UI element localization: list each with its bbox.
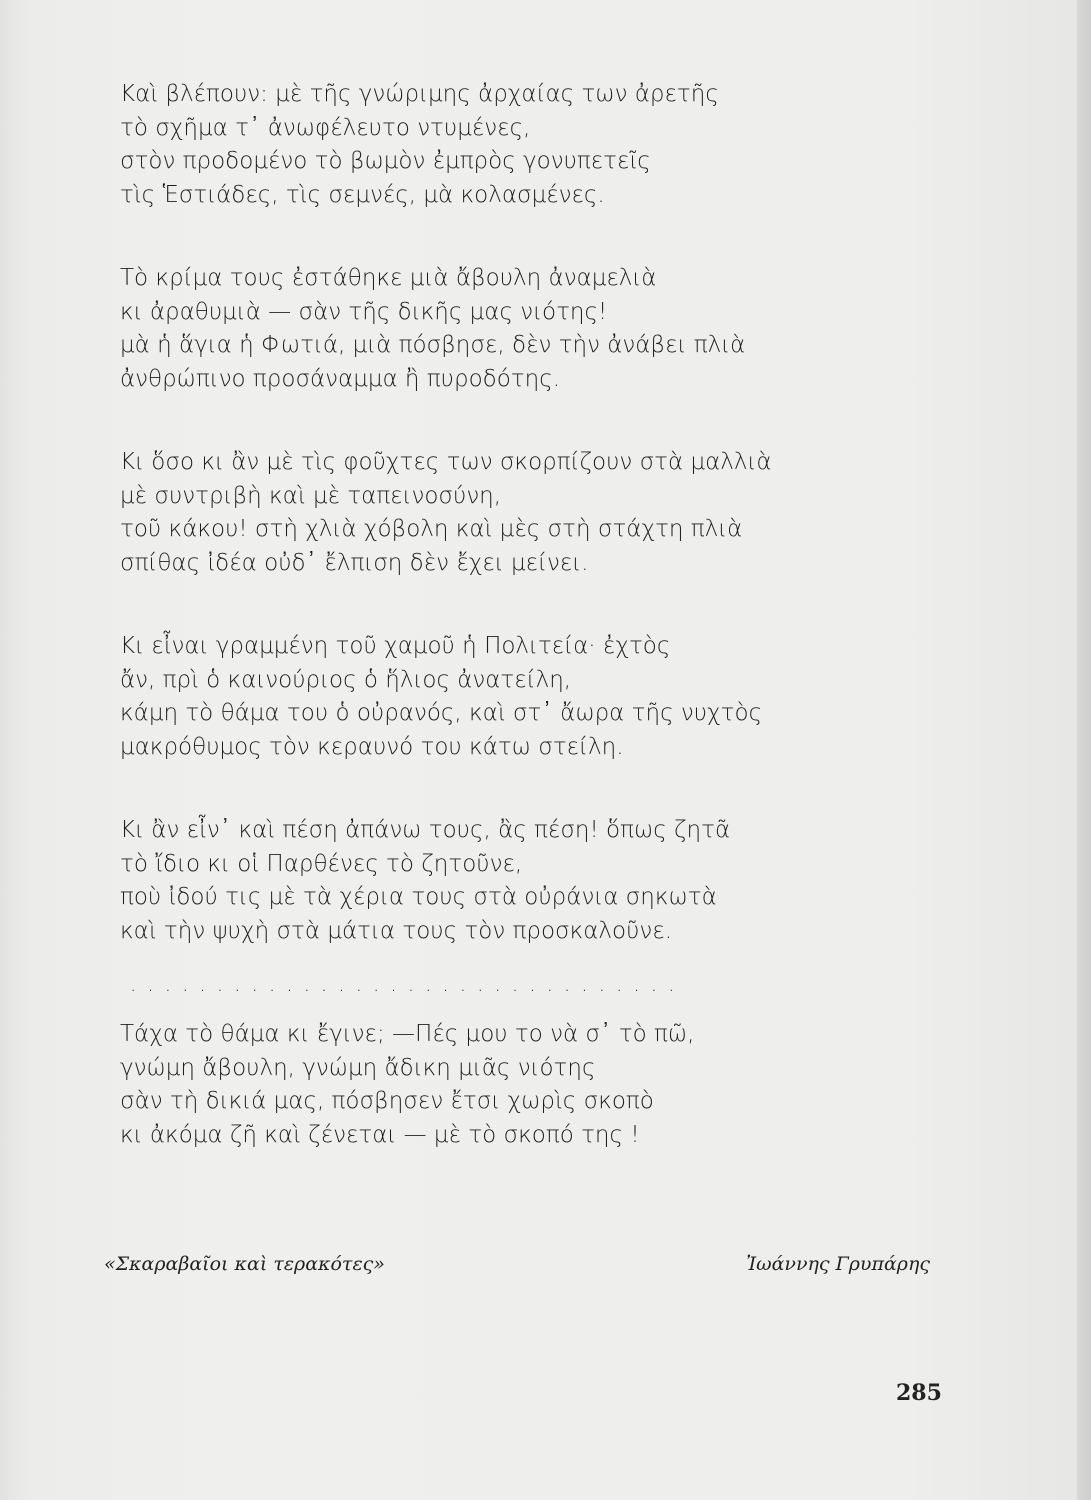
stanza-2 [120, 262, 960, 396]
poem-line: ποὺ ἰδού τις μὲ τὰ χέρια τους στὰ οὐράνια σηκωτὰ [120, 884, 717, 910]
poem-line: μακρόθυμος τὸν κεραυνό του κάτω στείλη. [120, 733, 624, 760]
poem-line: κι ἀκόμα ζῆ καὶ ζένεται — μὲ τὸ σκοπό της ! [120, 1121, 640, 1148]
poem-line: Κι εἶναι γραμμένη τοῦ χαμοῦ ἡ Πολιτεία· ἐχτὸς [120, 633, 671, 659]
poem-line: Κι ἂν εἶν᾽ καὶ πέση ἀπάνω τους, ἂς πέση! ὅπως ζητᾶ [120, 817, 731, 843]
poem-line: καὶ τὴν ψυχὴ στὰ μάτια τους τὸν προσκαλοῦνε. [120, 917, 672, 944]
poem-line: τὶς Ἑστιάδες, τὶς σεμνές, μὰ κολασμένες. [120, 181, 605, 208]
page-edge-shadow [1077, 0, 1091, 1500]
author-name: Ἰωάννης Γρυπάρης [746, 1253, 930, 1275]
poem-line: γνώμη ἄβουλη, γνώμη ἄδικη μιᾶς νιότης [120, 1054, 596, 1081]
poem-line: στὸν προδομένο τὸ βωμὸν ἐμπρὸς γονυπετεῖς [120, 148, 651, 174]
poem-line: τοῦ κάκου! στὴ χλιὰ χόβολη καὶ μὲς στὴ στάχτη πλιὰ [120, 516, 743, 542]
attribution-row [104, 1253, 930, 1275]
poem-line: μὰ ἡ ἅγια ἡ Φωτιά, μιὰ πόσβησε, δὲν τὴν ἀνάβει πλιὰ [120, 332, 746, 358]
poem-line: ἀνθρώπινο προσάναμμα ἢ πυροδότης. [120, 365, 561, 392]
poem-line: Τὸ κρίμα τους ἐστάθηκε μιὰ ἄβουλη ἀναμελιὰ [120, 265, 657, 291]
stanza-3 [120, 446, 960, 580]
poem-line: Κι ὅσο κι ἂν μὲ τὶς φοῦχτες των σκορπίζουν στὰ μαλλιὰ [120, 449, 772, 475]
poem-body [120, 78, 960, 1152]
stanza-1 [120, 78, 960, 212]
stanza-5 [120, 814, 960, 948]
page-number: 285 [896, 1380, 942, 1406]
source-title: «Σκαραβαῖοι καὶ τερακότες» [104, 1253, 385, 1275]
poem-line: κάμη τὸ θάμα του ὁ οὐρανός, καὶ στ᾽ ἄωρα τῆς νυχτὸς [120, 700, 763, 726]
final-stanza [120, 1018, 960, 1152]
poem-line: κι ἀραθυμιὰ — σὰν τῆς δικῆς μας νιότης! [120, 298, 608, 325]
poem-line: μὲ συντριβὴ καὶ μὲ ταπεινοσύνη, [120, 482, 502, 509]
poem-line: τὸ σχῆμα τ᾽ ἀνωφέλευτο ντυμένες, [120, 114, 531, 141]
stanza-4 [120, 630, 960, 764]
poem-line: Καὶ βλέπουν: μὲ τῆς γνώριμης ἀρχαίας των ἀρετῆς [120, 81, 719, 107]
poem-line: σὰν τὴ δικιά μας, πόσβησεν ἔτσι χωρὶς σκοπὸ [120, 1088, 654, 1114]
poem-line: σπίθας ἰδέα οὐδ᾽ ἔλπιση δὲν ἔχει μείνει. [120, 549, 589, 576]
poem-line: ἄν, πρὶ ὁ καινούριος ὁ ἥλιος ἀνατείλη, [120, 666, 572, 693]
poem-line: τὸ ἴδιο κι οἱ Παρθένες τὸ ζητοῦνε, [120, 850, 523, 877]
poem-line: Τάχα τὸ θάμα κι ἔγινε; —Πές μου το νὰ σ᾽ τὸ πῶ, [120, 1021, 695, 1047]
ellipsis-separator: ................................ [130, 972, 686, 996]
